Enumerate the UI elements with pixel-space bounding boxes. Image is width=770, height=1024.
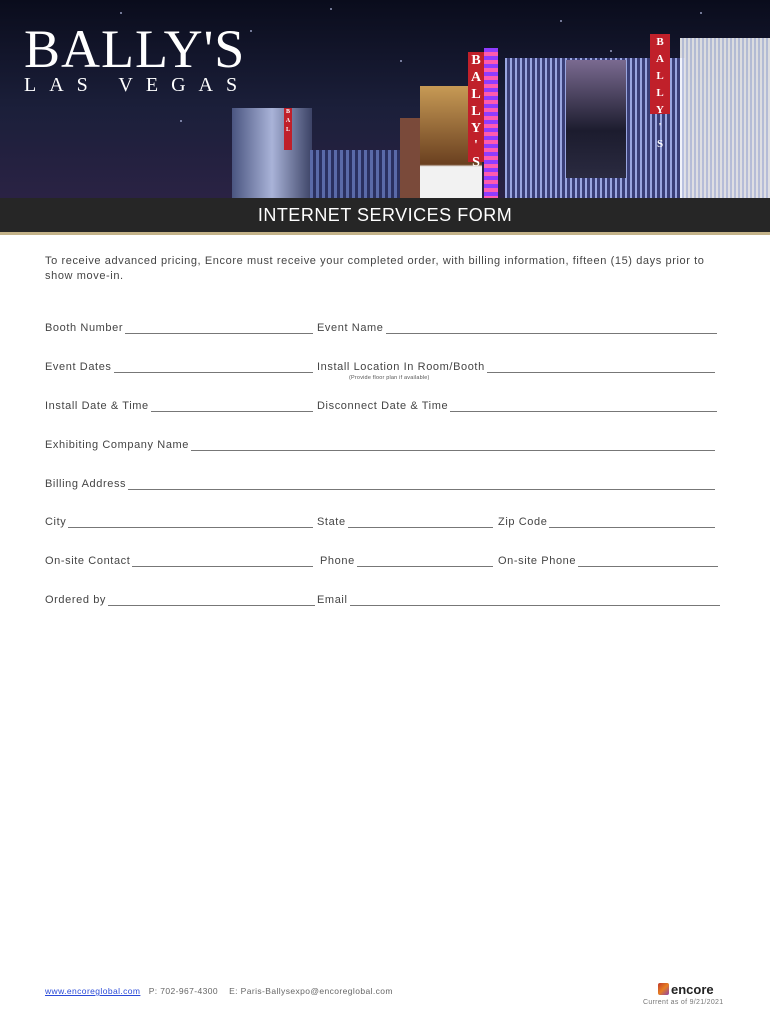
- event-dates-field[interactable]: [45, 361, 313, 373]
- sign-letter: L: [471, 104, 481, 119]
- zip-code-field[interactable]: [498, 516, 715, 528]
- header-banner: [0, 0, 770, 198]
- sign-letter: S: [656, 138, 664, 150]
- form-row-city: [45, 516, 725, 530]
- vertical-sign-center: [468, 52, 484, 170]
- form-title: INTERNET SERVICES FORM: [0, 198, 770, 232]
- sign-letter: ': [474, 138, 478, 153]
- billing-address-label: Billing Address: [45, 478, 127, 490]
- sign-letter: B: [285, 109, 290, 115]
- logo-sub: LAS VEGAS: [24, 74, 251, 96]
- sign-letter: Y: [470, 121, 482, 136]
- form-row-contact: [45, 555, 725, 569]
- website-link[interactable]: www.encoreglobal.com: [45, 986, 141, 996]
- vertical-sign-left: [284, 108, 292, 150]
- state-label: State: [317, 516, 346, 528]
- city-field[interactable]: [45, 516, 313, 528]
- install-datetime-label: Install Date & Time: [45, 400, 149, 412]
- zip-code-label: Zip Code: [498, 516, 548, 528]
- intro-text: To receive advanced pricing, Encore must receive your completed order, with billing information, fifteen (15) days prior to show move-in.: [45, 255, 705, 282]
- booth-number-field[interactable]: [45, 322, 313, 334]
- sign-letter: L: [471, 87, 481, 102]
- install-location-note: (Provide floor plan if available): [349, 375, 430, 381]
- sign-letter: S: [472, 155, 480, 170]
- logo-main: BALLY'S: [24, 19, 246, 79]
- install-location-label: Install Location In Room/Booth: [317, 361, 485, 373]
- footer-contact: [45, 986, 393, 996]
- form-row-install: [45, 400, 725, 414]
- sign-letter: A: [470, 70, 482, 85]
- disconnect-datetime-field[interactable]: [317, 400, 717, 412]
- exhibiting-company-label: Exhibiting Company Name: [45, 439, 190, 451]
- install-location-field[interactable]: [317, 361, 715, 373]
- billing-address-field[interactable]: [45, 478, 715, 490]
- email-field[interactable]: [317, 594, 720, 606]
- install-datetime-field[interactable]: [45, 400, 313, 412]
- encore-brand: encore: [671, 982, 714, 997]
- sign-letter: A: [656, 53, 664, 65]
- onsite-phone-field[interactable]: [498, 555, 718, 567]
- vertical-sign-right: [650, 34, 670, 150]
- email-label: Email: [317, 594, 348, 606]
- phone-field[interactable]: [320, 555, 493, 567]
- building-far-right: [680, 38, 770, 198]
- building-left: [232, 108, 312, 198]
- event-dates-label: Event Dates: [45, 361, 112, 373]
- ordered-by-field[interactable]: [45, 594, 315, 606]
- sign-letter: Y: [656, 104, 664, 116]
- form-row-dates: [45, 361, 725, 375]
- phone-label: Phone: [320, 555, 355, 567]
- form-row-company: [45, 439, 725, 453]
- footer-phone: P: 702-967-4300: [148, 986, 219, 996]
- sign-letter: ': [658, 121, 662, 133]
- footer-email: E: Paris-Ballysexpo@encoreglobal.com: [229, 986, 393, 996]
- exhibiting-company-field[interactable]: [45, 439, 715, 451]
- onsite-contact-field[interactable]: [45, 555, 313, 567]
- encore-logo: [658, 982, 714, 997]
- disconnect-datetime-label: Disconnect Date & Time: [317, 400, 449, 412]
- event-name-label: Event Name: [317, 322, 384, 334]
- onsite-phone-label: On-site Phone: [498, 555, 577, 567]
- ballys-logo: [24, 19, 251, 97]
- sign-letter: L: [656, 70, 664, 82]
- sign-letter: A: [285, 118, 291, 124]
- form-row-ordered: [45, 594, 725, 608]
- sign-letter: L: [656, 87, 664, 99]
- sign-letter: B: [656, 36, 664, 48]
- onsite-contact-label: On-site Contact: [45, 555, 131, 567]
- encore-logo-icon: [658, 983, 669, 995]
- title-divider: [0, 232, 770, 235]
- event-name-field[interactable]: [317, 322, 717, 334]
- video-screen: [566, 60, 626, 178]
- ordered-by-label: Ordered by: [45, 594, 107, 606]
- form-row-billing: [45, 478, 725, 492]
- neon-column: [484, 48, 498, 198]
- city-label: City: [45, 516, 67, 528]
- sign-letter: B: [471, 53, 481, 68]
- sign-letter: L: [285, 127, 290, 133]
- booth-number-label: Booth Number: [45, 322, 124, 334]
- state-field[interactable]: [317, 516, 493, 528]
- current-as-of: Current as of 9/21/2021: [643, 999, 724, 1006]
- form-row-booth: [45, 322, 725, 336]
